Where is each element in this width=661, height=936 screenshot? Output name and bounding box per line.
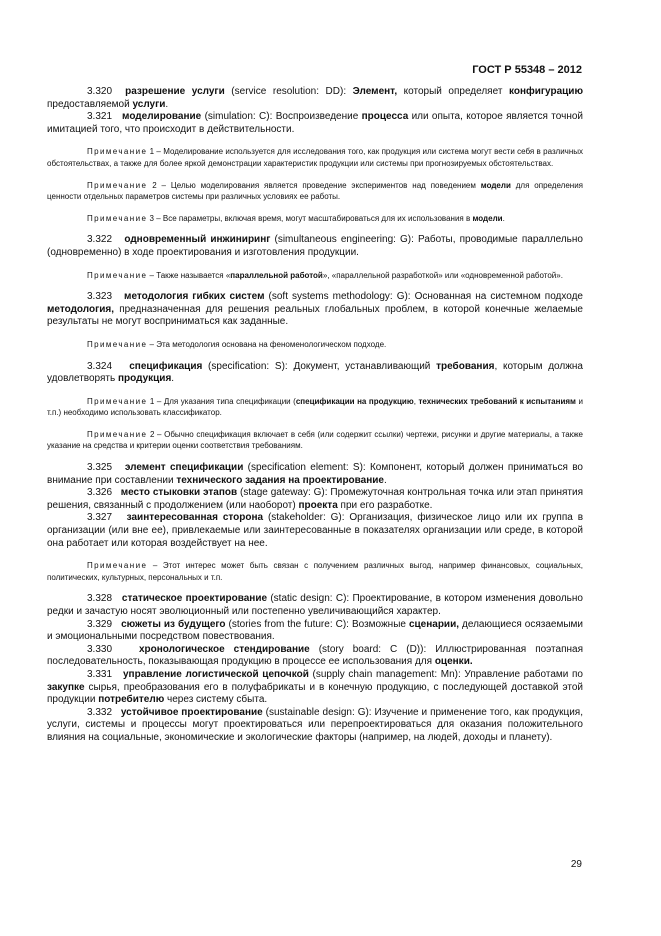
note-label: Примечание bbox=[87, 561, 148, 571]
entry-number: 3.327 bbox=[87, 512, 113, 524]
entry-text: который определяет bbox=[397, 86, 509, 97]
note-text: , bbox=[413, 396, 419, 406]
entry-term: управление логистической цепочкой bbox=[123, 668, 309, 680]
document-body bbox=[47, 86, 583, 745]
entry-3-321 bbox=[47, 111, 583, 136]
entry-text: при его разработке. bbox=[337, 499, 433, 511]
entry-term: место стыковки этапов bbox=[120, 487, 238, 499]
note-3-324-2 bbox=[47, 429, 583, 452]
note-text: . bbox=[502, 213, 505, 223]
entry-text: предоставляемой bbox=[47, 98, 133, 110]
entry-3-331 bbox=[47, 669, 583, 707]
entry-bold: сценарии, bbox=[408, 618, 460, 630]
entry-text: (stakeholder: G): Организация, физическое лицо или их группа в организации (или вне ее), привлекаемые или заинтересованные в показателях организации или среде, в которой она работает или которая воздействует на нее. bbox=[47, 512, 584, 549]
entry-term: хронологическое стендирование bbox=[138, 643, 310, 655]
entry-bold: Элемент, bbox=[352, 86, 398, 97]
note-text: 1 – Моделирование используется для исследования того, как продукция или система могут вести себя в различных обстоятельствах, а также для более яркой демонстрации характеристик продукции или системы при прогнозируемых обстоятельствах. bbox=[47, 147, 583, 168]
entry-text: (simultaneous engineering: G): Работы, проводимые параллельно (одновременно) в ходе проектирования и изготовления продукции. bbox=[47, 234, 583, 258]
document-header: ГОСТ Р 55348 – 2012 bbox=[472, 64, 582, 76]
entry-text: (static design: C): Проектирование, в котором изменения довольно редки и зачастую носят эволюционный или постепенно увеличивающийся характер. bbox=[47, 593, 583, 617]
entry-bold: проекта bbox=[298, 499, 338, 511]
entry-text: , которым должна удовлетворять bbox=[47, 360, 583, 385]
note-3-322 bbox=[47, 270, 583, 282]
entry-term: заинтересованная сторона bbox=[126, 512, 264, 524]
entry-bold: конфигурацию bbox=[508, 86, 583, 97]
note-label: Примечание bbox=[87, 270, 148, 280]
note-bold: технических требований к испытаниям bbox=[418, 396, 576, 406]
entry-text: делающиеся осязаемыми и эмоциональными посредством повествования. bbox=[47, 618, 583, 643]
entry-3-320 bbox=[47, 86, 583, 111]
entry-term: одновременный инжиниринг bbox=[124, 234, 271, 246]
entry-bold: продукция bbox=[118, 373, 172, 385]
entry-3-332 bbox=[47, 707, 583, 745]
entry-number: 3.330 bbox=[87, 643, 113, 655]
entry-number: 3.329 bbox=[87, 618, 113, 630]
note-3-324-1 bbox=[47, 396, 583, 419]
entry-text: сырья, преобразования его в полуфабрикаты и в конечную продукцию, с последующей доставкой этой продукции bbox=[47, 681, 583, 706]
entry-number: 3.325 bbox=[87, 462, 113, 474]
entry-3-326 bbox=[47, 487, 583, 512]
entry-text: (simulation: C): Воспроизведение bbox=[201, 111, 362, 123]
note-label: Примечание bbox=[87, 213, 148, 223]
entry-bold: потребителю bbox=[98, 694, 165, 706]
note-label: Примечание bbox=[87, 396, 148, 406]
entry-text: предназначенная для решения реальных глобальных проблем, в которой конечные желаемые результаты не могут восприниматься как заданные. bbox=[47, 303, 583, 328]
entry-text: (stories from the future: C): Возможные bbox=[225, 618, 409, 630]
note-text: 3 – Все параметры, включая время, могут масштабироваться для их использования в bbox=[147, 213, 473, 223]
note-text: », «параллельной разработкой» или «одновременной работой». bbox=[322, 270, 563, 280]
entry-bold: закупке bbox=[47, 681, 85, 693]
entry-term: разрешение услуги bbox=[125, 86, 225, 97]
note-3-327 bbox=[47, 560, 583, 583]
entry-term: устойчивое проектирование bbox=[120, 706, 263, 718]
page-number: 29 bbox=[570, 859, 582, 870]
entry-text: . bbox=[165, 98, 169, 110]
entry-term: методология гибких систем bbox=[124, 291, 265, 303]
entry-number: 3.331 bbox=[87, 668, 113, 680]
note-bold: модели bbox=[472, 213, 503, 223]
entry-bold: оценки. bbox=[434, 656, 473, 668]
entry-text: . bbox=[384, 474, 387, 486]
note-text: 1 – Для указания типа спецификации ( bbox=[147, 396, 296, 406]
note-label: Примечание bbox=[87, 147, 148, 157]
entry-3-328 bbox=[47, 593, 583, 618]
note-3-323 bbox=[47, 339, 583, 351]
entry-text: (soft systems methodology: G): Основанная на системном подходе bbox=[264, 291, 583, 303]
entry-text: (stage gateway: G): Промежуточная контрольная точка или этап принятия решения, связанный с продолжением (или наоборот) bbox=[47, 487, 583, 511]
entry-bold: услуги bbox=[132, 98, 166, 110]
entry-bold: методология, bbox=[47, 303, 115, 315]
note-3-321-3 bbox=[47, 213, 583, 225]
entry-3-325 bbox=[47, 462, 583, 487]
entry-bold: требования bbox=[436, 360, 495, 372]
note-3-321-2 bbox=[47, 180, 583, 203]
entry-text: (specification element: S): Компонент, который должен приниматься во внимание при составлении bbox=[47, 462, 583, 486]
entry-3-327 bbox=[47, 512, 583, 550]
note-text: и т.п.) необходимо использовать классификатор. bbox=[47, 396, 583, 418]
entry-text: (service resolution: DD): bbox=[224, 86, 353, 97]
note-label: Примечание bbox=[87, 429, 148, 439]
entry-number: 3.332 bbox=[87, 706, 113, 718]
entry-text: или опыта, которое является точной имитацией того, что происходит в действительности. bbox=[47, 111, 583, 135]
entry-3-329 bbox=[47, 619, 583, 644]
note-text: – Этот интерес может быть связан с получением различных выгод, например финансовых, социальных, политических, культурных, персональных и т.п. bbox=[47, 561, 583, 582]
entry-number: 3.321 bbox=[87, 111, 113, 123]
entry-number: 3.320 bbox=[87, 86, 113, 97]
entry-term: спецификация bbox=[129, 360, 203, 372]
entry-3-323 bbox=[47, 291, 583, 329]
entry-term: статическое проектирование bbox=[121, 593, 268, 605]
note-text: 2 – Обычно спецификация включает в себя (или содержит ссылки) чертежи, рисунки и другие материалы, а также указание на средства и критерии оценки соответствия требованиям. bbox=[47, 429, 583, 451]
entry-number: 3.324 bbox=[87, 360, 113, 372]
note-label: Примечание bbox=[87, 180, 148, 190]
note-label: Примечание bbox=[87, 339, 148, 349]
entry-bold: процесса bbox=[361, 111, 409, 123]
note-text: – Эта методология основана на феноменологическом подходе. bbox=[147, 339, 387, 349]
entry-term: элемент спецификации bbox=[124, 462, 244, 474]
note-text: – Также называется « bbox=[147, 270, 231, 280]
note-bold: спецификации на продукцию bbox=[295, 396, 414, 406]
note-3-321-1 bbox=[47, 146, 583, 169]
entry-3-330 bbox=[47, 644, 583, 669]
note-text: для определения ценности отдельных параметров системы при различных условиях ее работы. bbox=[47, 180, 583, 202]
entry-3-324 bbox=[47, 361, 583, 386]
entry-number: 3.326 bbox=[87, 487, 113, 499]
entry-text: (story board: C (D)): Иллюстрированная поэтапная последовательность, показывающая продукцию в процессе ее использования для bbox=[47, 643, 583, 668]
entry-bold: технического задания на проектирование bbox=[176, 474, 384, 486]
entry-number: 3.323 bbox=[87, 291, 113, 303]
entry-text: (supply chain management: Mn): Управление работами по bbox=[308, 668, 583, 680]
entry-number: 3.322 bbox=[87, 234, 113, 246]
note-bold: параллельной работой bbox=[230, 270, 323, 280]
entry-number: 3.328 bbox=[87, 593, 113, 605]
entry-term: сюжеты из будущего bbox=[121, 618, 226, 630]
note-text: 2 – Целью моделирования является проведение экспериментов над поведением bbox=[147, 180, 481, 190]
entry-3-322 bbox=[47, 234, 583, 259]
entry-text: (specification: S): Документ, устанавливающий bbox=[202, 360, 437, 372]
entry-text: . bbox=[171, 373, 175, 385]
entry-text: через систему сбыта. bbox=[164, 694, 268, 706]
entry-term: моделирование bbox=[122, 111, 202, 123]
entry-text: (sustainable design: G): Изучение и применение того, как продукция, услуги, системы и процессы могут проектироваться или перепроектироваться для оказания положительного влияния на социальные, экономические и экологические факторы (например, на людей, доходы и планету). bbox=[47, 706, 583, 743]
note-bold: модели bbox=[480, 180, 511, 190]
